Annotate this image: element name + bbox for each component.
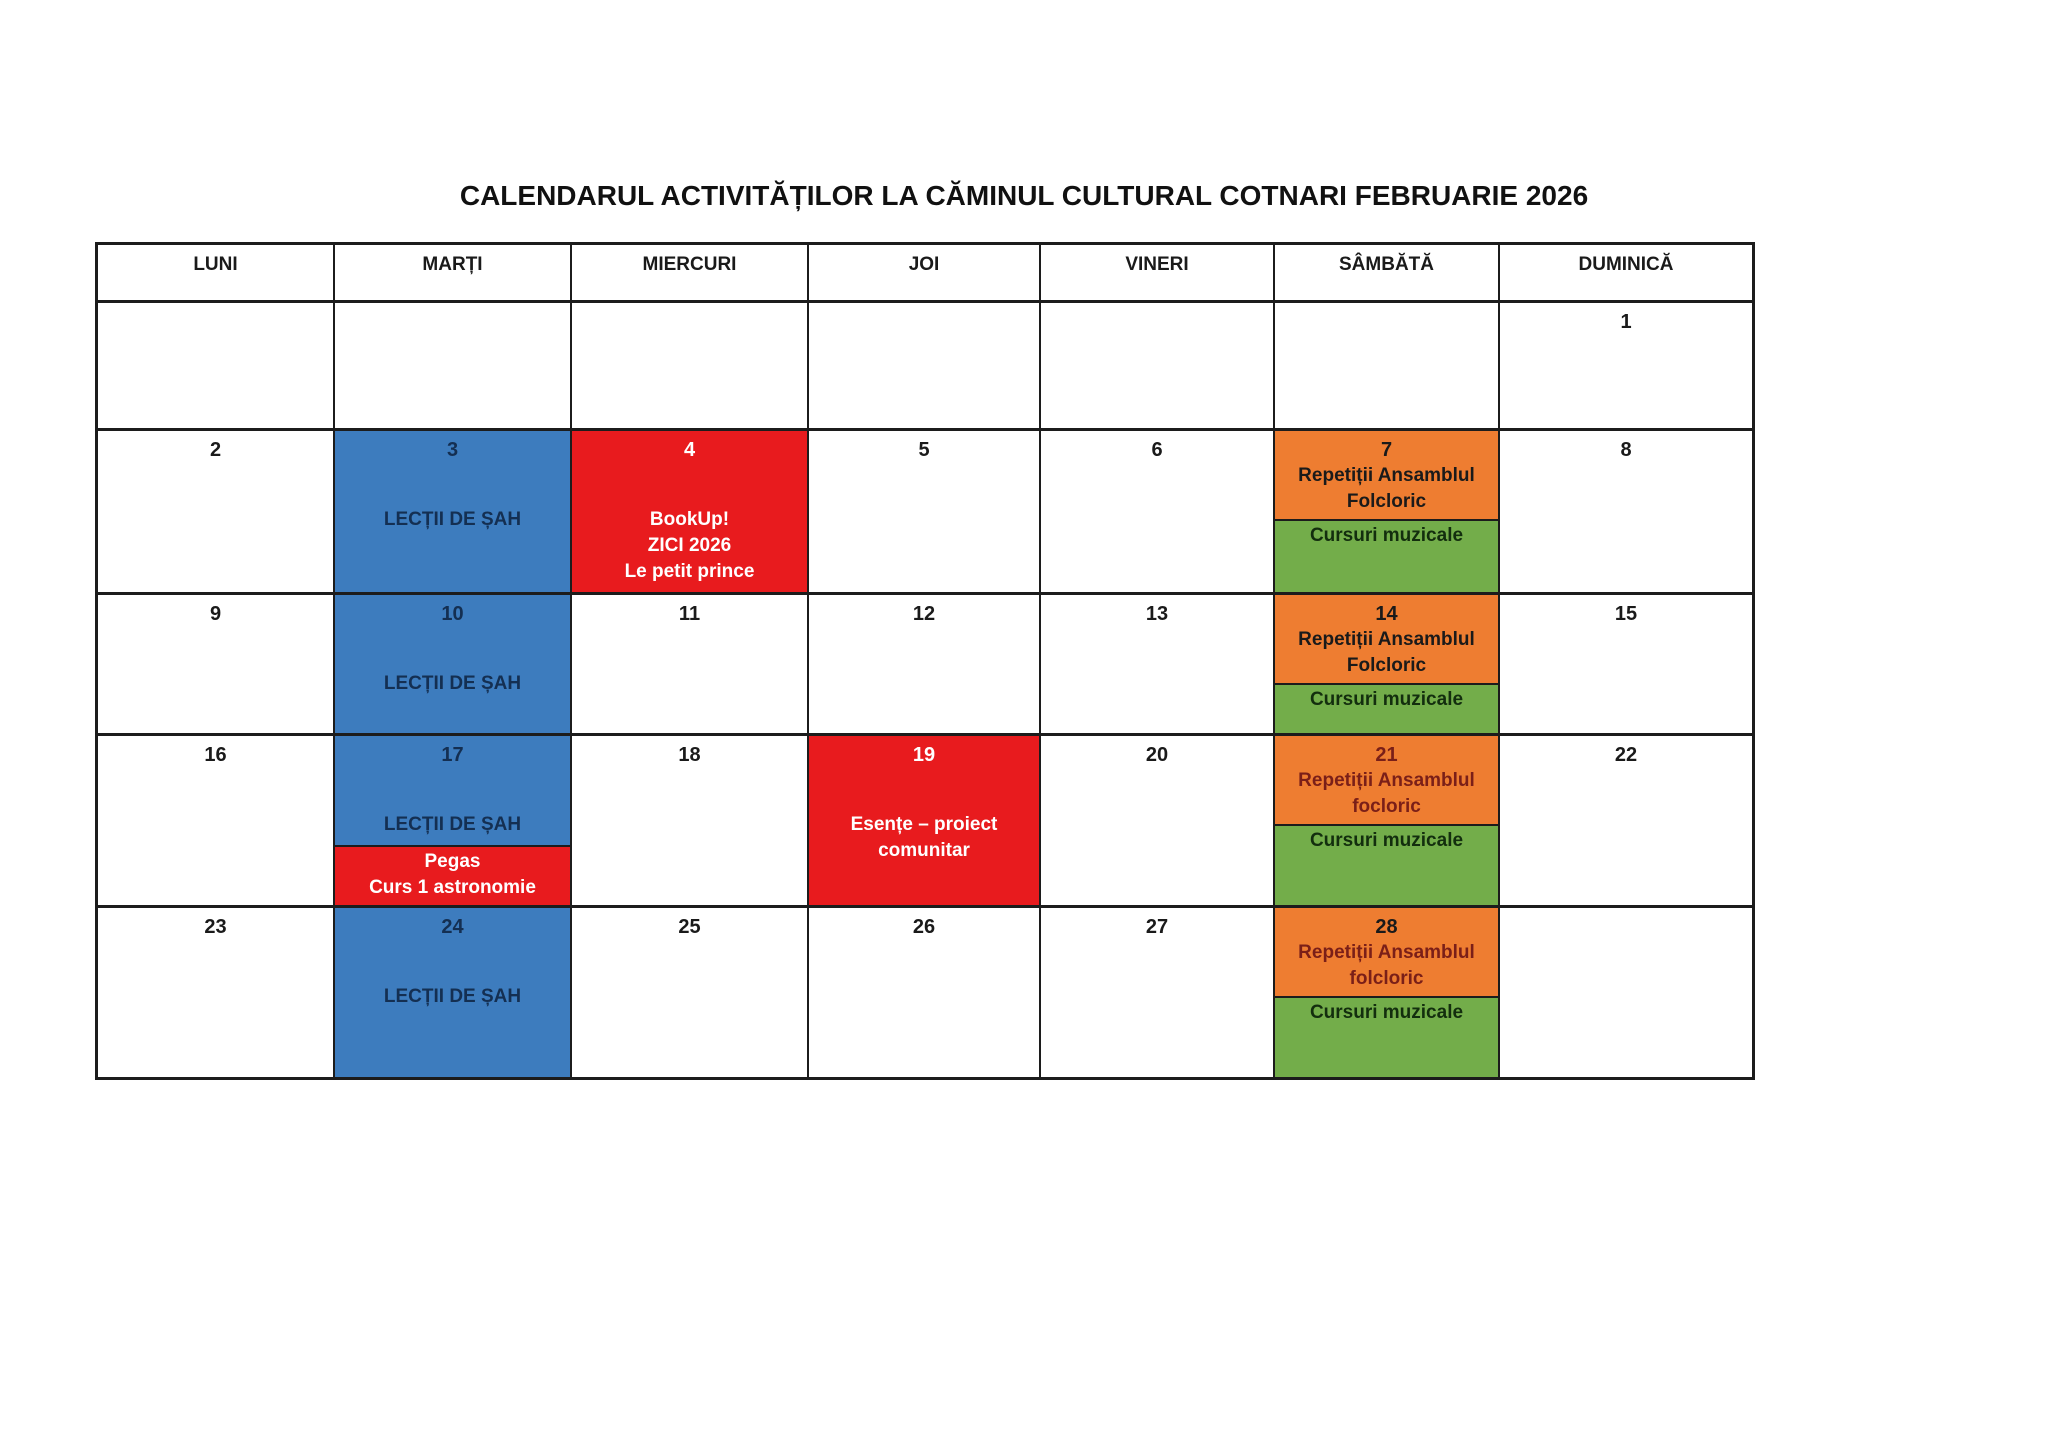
day-cell	[572, 908, 809, 1077]
empty-block	[809, 908, 1039, 1077]
event-text: BookUp!	[649, 509, 730, 530]
empty-block	[335, 303, 570, 428]
day-cell	[98, 908, 335, 1077]
day-cell	[98, 303, 335, 431]
event-text: Repetiții Ansamblul	[1298, 770, 1475, 791]
day-cell	[1275, 303, 1500, 431]
day-cell	[1500, 595, 1752, 736]
day-number: 1	[1620, 311, 1632, 333]
green-event-block	[1275, 519, 1498, 592]
day-cell	[98, 431, 335, 595]
orange-event-block	[1275, 431, 1498, 519]
orange-event-block	[1275, 595, 1498, 683]
event-text: Cursuri muzicale	[1309, 830, 1464, 851]
event-lines	[1275, 521, 1498, 553]
event-text: Repetiții Ansamblul	[1298, 629, 1475, 650]
day-number: 4	[683, 439, 696, 461]
green-event-block	[1275, 996, 1498, 1077]
event-lines	[1275, 461, 1498, 519]
event-text: Folcloric	[1346, 491, 1427, 512]
red-event-block	[809, 736, 1039, 905]
day-number: 24	[441, 916, 464, 938]
day-cell	[1041, 908, 1275, 1077]
day-cell	[98, 736, 335, 908]
day-cell	[1500, 736, 1752, 908]
event-lines	[1275, 826, 1498, 858]
day-cell	[572, 595, 809, 736]
day-number: 8	[1620, 439, 1632, 461]
event-text: LECȚII DE ȘAH	[383, 986, 522, 1007]
day-number: 12	[912, 603, 936, 625]
day-number: 13	[1145, 603, 1169, 625]
event-text: Cursuri muzicale	[1309, 689, 1464, 710]
event-text: Cursuri muzicale	[1309, 1002, 1464, 1023]
event-text: Repetiții Ansamblul	[1298, 465, 1475, 486]
weekday-header: MARȚI	[335, 245, 572, 303]
day-number: 21	[1375, 744, 1398, 766]
weekday-header: VINERI	[1041, 245, 1275, 303]
event-lines	[335, 669, 570, 701]
empty-block	[98, 908, 333, 1077]
event-text: LECȚII DE ȘAH	[383, 673, 522, 694]
empty-block	[1041, 736, 1273, 905]
day-number: 18	[678, 744, 701, 766]
day-number: 22	[1614, 744, 1638, 766]
event-lines	[335, 505, 570, 537]
blue-event-block	[335, 908, 570, 1077]
empty-block	[1041, 595, 1273, 733]
day-cell	[572, 431, 809, 595]
day-number: 15	[1614, 603, 1638, 625]
day-cell	[1041, 431, 1275, 595]
empty-block	[809, 595, 1039, 733]
day-number: 27	[1145, 916, 1169, 938]
day-cell	[1500, 431, 1752, 595]
event-text: LECȚII DE ȘAH	[383, 814, 522, 835]
orange-event-block	[1275, 908, 1498, 996]
event-text: Le petit prince	[624, 561, 755, 582]
empty-block	[572, 736, 807, 905]
empty-block	[1275, 303, 1498, 428]
day-number: 11	[678, 603, 701, 625]
empty-block	[1500, 908, 1752, 1077]
day-cell	[1041, 303, 1275, 431]
weekday-header: MIERCURI	[572, 245, 809, 303]
day-number: 20	[1145, 744, 1169, 766]
weekday-header: DUMINICĂ	[1500, 245, 1752, 303]
day-number: 9	[209, 603, 222, 625]
event-lines	[809, 810, 1039, 868]
empty-block	[1500, 303, 1752, 428]
empty-block	[98, 431, 333, 592]
empty-block	[572, 908, 807, 1077]
orange-event-block	[1275, 736, 1498, 824]
day-number: 3	[446, 439, 459, 461]
day-number: 10	[441, 603, 464, 625]
event-text: Cursuri muzicale	[1309, 525, 1464, 546]
day-cell	[1275, 595, 1500, 736]
event-text: folcloric	[1349, 968, 1424, 989]
event-text: comunitar	[878, 840, 970, 861]
event-lines	[1275, 766, 1498, 824]
day-number: 5	[918, 439, 930, 461]
day-number: 25	[678, 916, 701, 938]
day-number: 7	[1380, 439, 1393, 461]
event-lines	[1275, 938, 1498, 996]
day-cell	[1500, 908, 1752, 1077]
day-cell	[335, 736, 572, 908]
day-cell	[572, 303, 809, 431]
empty-block	[98, 595, 333, 733]
event-text: Esențe – proiect	[850, 814, 998, 835]
blue-event-block	[335, 595, 570, 733]
day-cell	[809, 736, 1041, 908]
empty-block	[1500, 736, 1752, 905]
event-lines	[335, 810, 570, 842]
day-number: 28	[1375, 916, 1398, 938]
empty-block	[572, 303, 807, 428]
day-number: 16	[204, 744, 227, 766]
event-text: Curs 1 astronomie	[369, 877, 536, 898]
calendar-table	[95, 242, 1755, 1080]
blue-event-block	[335, 736, 570, 845]
day-cell	[809, 908, 1041, 1077]
day-number: 23	[204, 916, 227, 938]
blue-event-block	[335, 431, 570, 592]
empty-block	[1041, 908, 1273, 1077]
event-lines	[1275, 625, 1498, 683]
empty-block	[809, 303, 1039, 428]
day-cell	[1500, 303, 1752, 431]
day-number: 17	[441, 744, 464, 766]
day-cell	[1275, 908, 1500, 1077]
event-text: Folcloric	[1346, 655, 1427, 676]
empty-block	[1041, 431, 1273, 592]
day-number: 14	[1375, 603, 1398, 625]
day-cell	[335, 303, 572, 431]
day-cell	[809, 431, 1041, 595]
red-event-block	[572, 431, 807, 592]
event-text: Repetiții Ansamblul	[1298, 942, 1475, 963]
day-cell	[335, 431, 572, 595]
red-event-block	[335, 845, 570, 905]
weekday-header: LUNI	[98, 245, 335, 303]
event-text: Pegas	[424, 851, 481, 872]
empty-block	[1500, 431, 1752, 592]
event-lines	[335, 847, 570, 905]
day-cell	[335, 908, 572, 1077]
day-number: 26	[912, 916, 936, 938]
day-cell	[1041, 595, 1275, 736]
event-text: ZICI 2026	[647, 535, 732, 556]
empty-block	[1041, 303, 1273, 428]
day-cell	[98, 595, 335, 736]
page-title: CALENDARUL ACTIVITĂȚILOR LA CĂMINUL CULTURAL COTNARI FEBRUARIE 2026	[459, 180, 1589, 211]
event-lines	[335, 982, 570, 1014]
empty-block	[1500, 595, 1752, 733]
day-number: 6	[1151, 439, 1163, 461]
day-cell	[1275, 736, 1500, 908]
empty-block	[98, 736, 333, 905]
day-cell	[572, 736, 809, 908]
weekday-header: SÂMBĂTĂ	[1275, 245, 1500, 303]
day-cell	[809, 303, 1041, 431]
empty-block	[98, 303, 333, 428]
day-cell	[1041, 736, 1275, 908]
event-text: LECȚII DE ȘAH	[383, 509, 522, 530]
day-cell	[335, 595, 572, 736]
day-number: 2	[209, 439, 222, 461]
event-lines	[1275, 685, 1498, 717]
empty-block	[809, 431, 1039, 592]
event-lines	[1275, 998, 1498, 1030]
green-event-block	[1275, 824, 1498, 905]
day-cell	[809, 595, 1041, 736]
event-text: focloric	[1352, 796, 1421, 817]
day-number: 19	[912, 744, 936, 766]
event-lines	[572, 505, 807, 589]
empty-block	[572, 595, 807, 733]
day-cell	[1275, 431, 1500, 595]
green-event-block	[1275, 683, 1498, 733]
weekday-header: JOI	[809, 245, 1041, 303]
